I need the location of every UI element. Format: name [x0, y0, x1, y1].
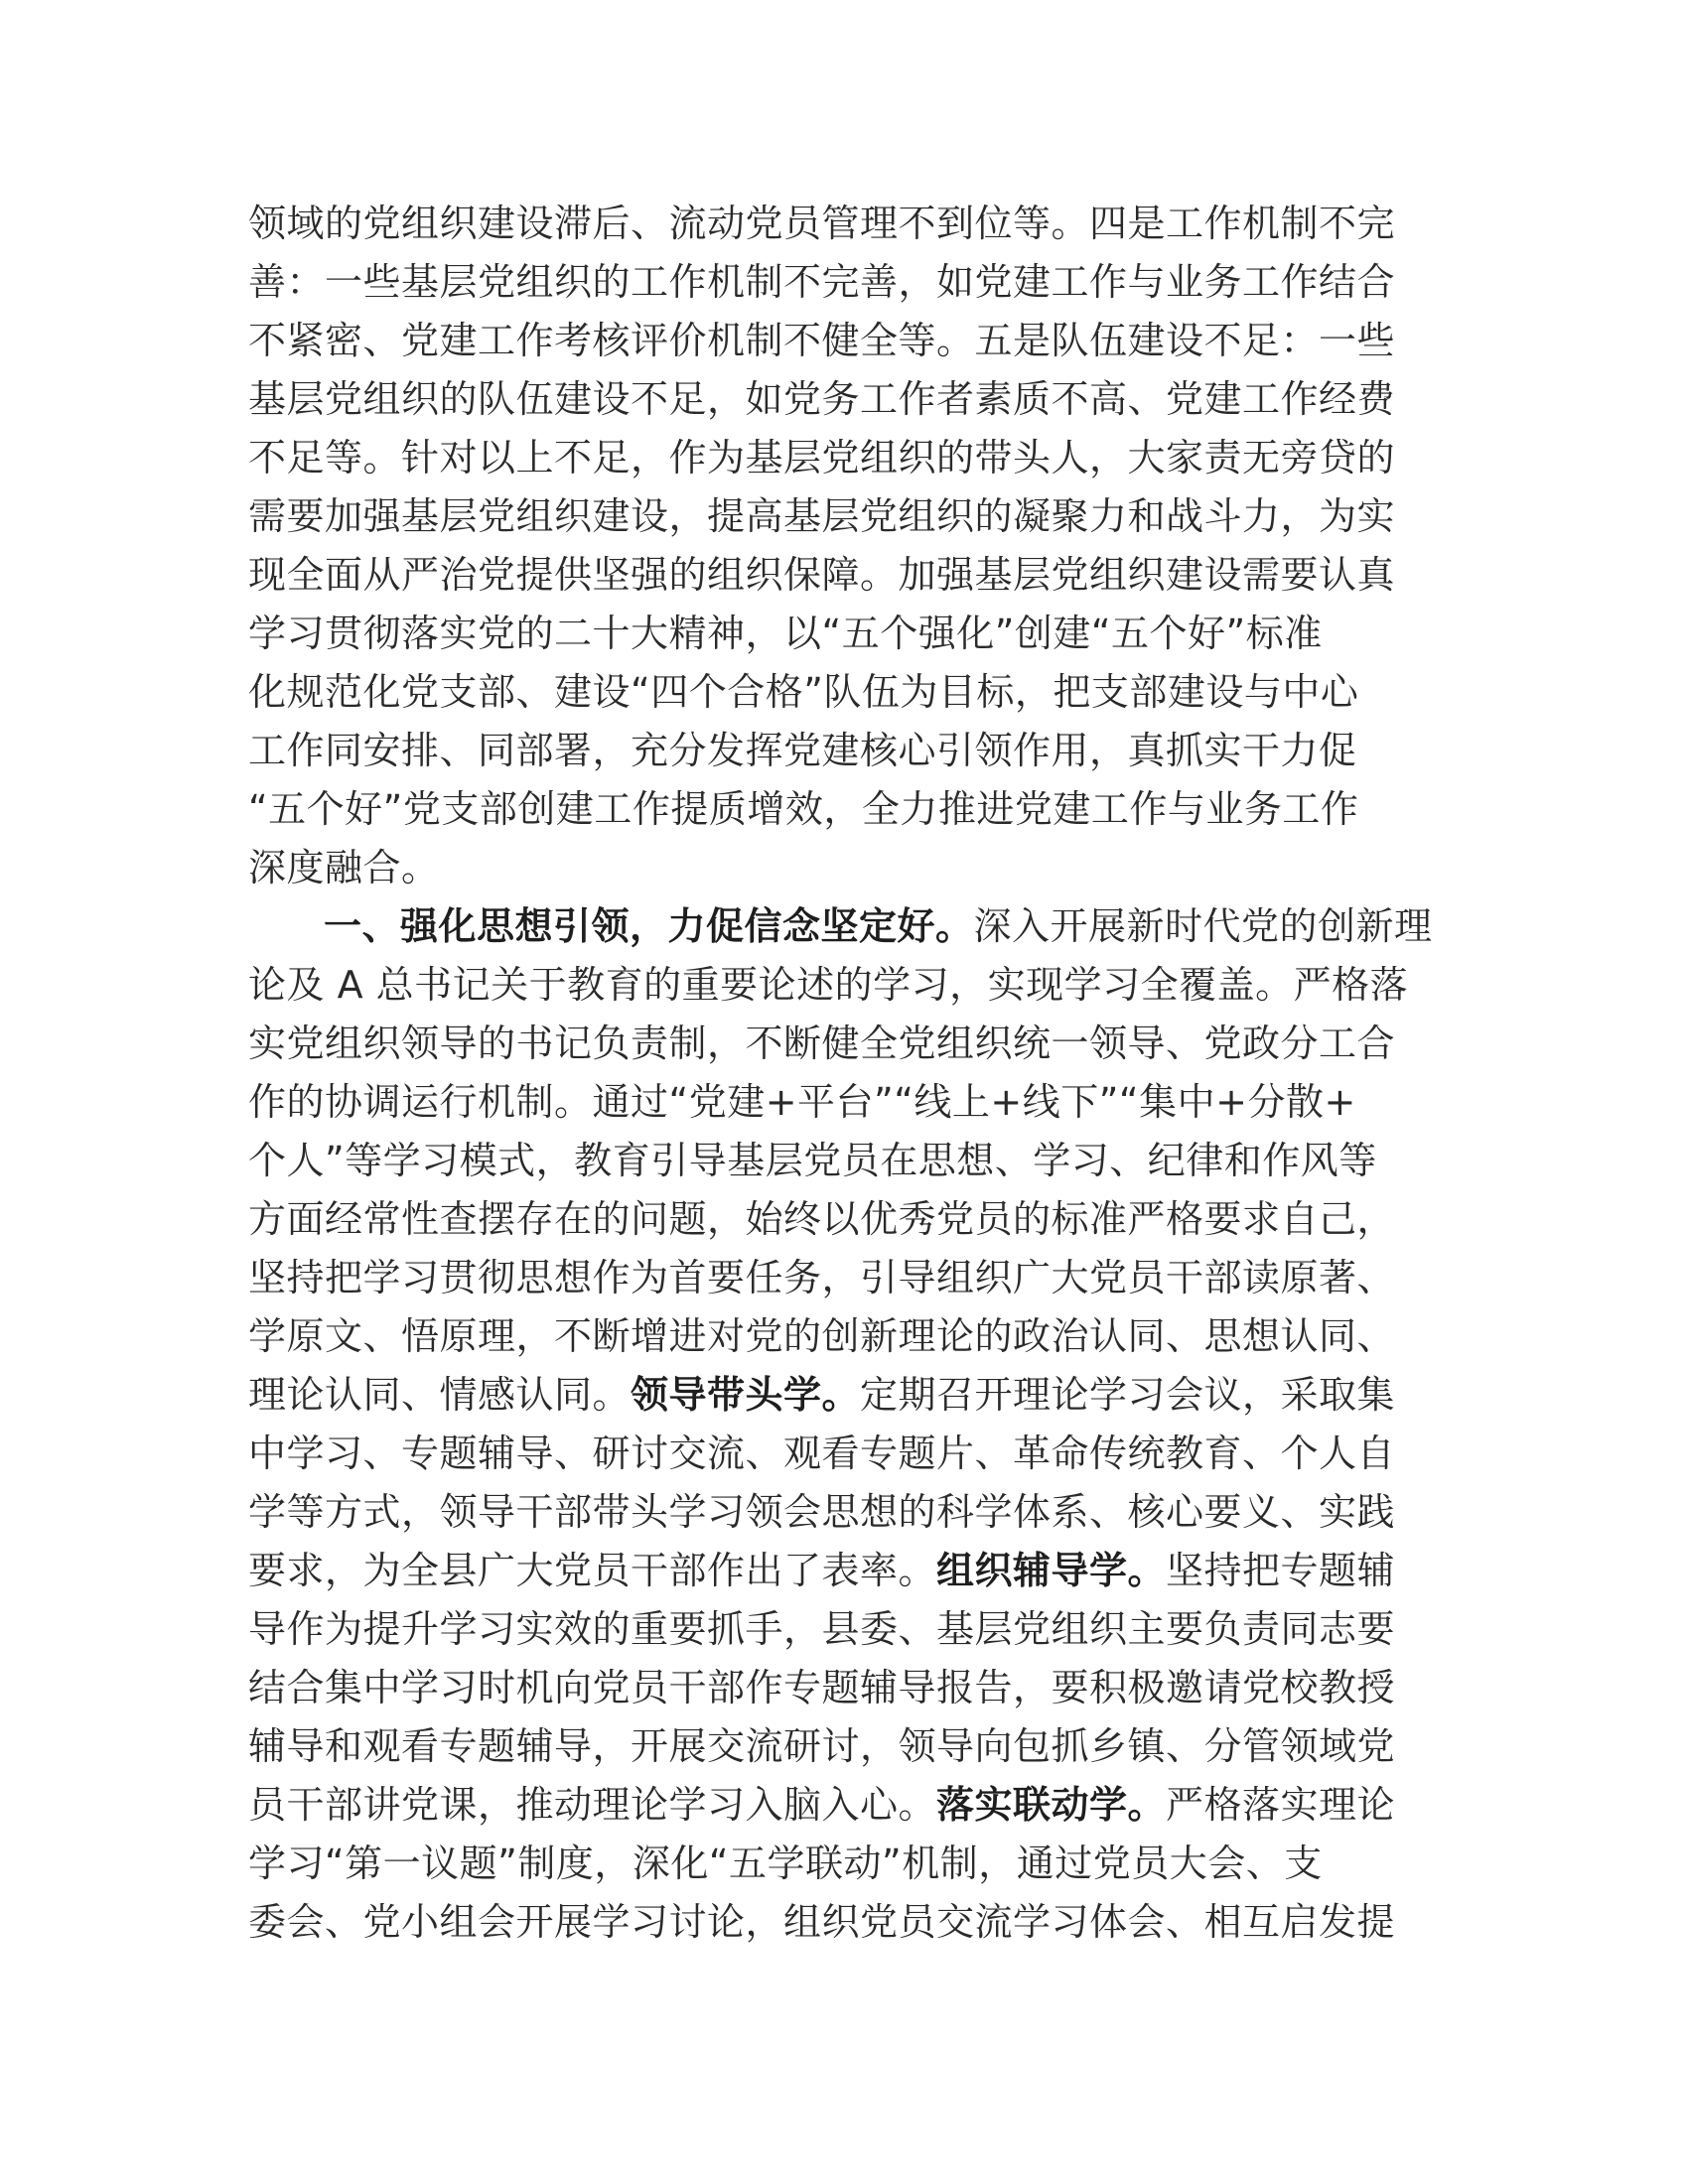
text-run: 深入开展新时代党的创新理 — [973, 904, 1433, 948]
text-line — [248, 1717, 1440, 1776]
text-run: 坚持把学习贯彻思想作为首要任务，引导组织广大党员干部读原著、 — [248, 1256, 1396, 1299]
text-run: “五个好”党支部创建工作提质增效，全力推进党建工作与业务工作 — [248, 787, 1359, 831]
text-line — [248, 1249, 1440, 1307]
text-run: 作的协调运行机制。通过“党建+平台”“线上+线下”“集中+分散+ — [248, 1080, 1356, 1124]
subheading-inline: 落实联动学。 — [936, 1783, 1167, 1827]
text-line — [248, 487, 1440, 546]
text-run: 工作同安排、同部署，充分发挥党建核心引领作用，真抓实干力促 — [248, 729, 1357, 772]
text-line — [248, 1015, 1440, 1073]
text-line — [248, 1307, 1440, 1366]
text-run: 实党组织领导的书记负责制，不断健全党组织统一领导、党政分工合 — [248, 1022, 1396, 1065]
text-line — [248, 1600, 1440, 1659]
text-run: 理论认同、情感认同。 — [248, 1373, 632, 1417]
text-line — [248, 370, 1440, 429]
text-line — [248, 1425, 1440, 1483]
text-run: 不足等。针对以上不足，作为基层党组织的带头人，大家责无旁贷的 — [248, 436, 1396, 479]
text-run: 中学习、专题辅导、研讨交流、观看专题片、革命传统教育、个人自 — [248, 1432, 1396, 1475]
text-run: 坚持把专题辅 — [1166, 1549, 1396, 1592]
text-run: 领域的党组织建设滞后、流动党员管理不到位等。四是工作机制不完 — [248, 202, 1396, 245]
text-run: 论及 A 总书记关于教育的重要论述的学习，实现学习全覆盖。严格落 — [248, 963, 1409, 1007]
text-run: 化规范化党支部、建设“四个合格”队伍为目标，把支部建设与中心 — [248, 670, 1359, 714]
text-line — [248, 1073, 1440, 1132]
text-run: 委会、党小组会开展学习讨论，组织党员交流学习体会、相互启发提 — [248, 1900, 1396, 1944]
text-line — [248, 1132, 1440, 1190]
section-heading: 一、强化思想引领，力促信念坚定好。 — [324, 904, 974, 948]
text-line — [248, 956, 1440, 1015]
text-line — [248, 839, 1440, 897]
text-line — [248, 605, 1440, 663]
text-run: 基层党组织的队伍建设不足，如党务工作者素质不高、党建工作经费 — [248, 377, 1396, 421]
text-line — [248, 1776, 1440, 1835]
subheading-inline: 领导带头学。 — [631, 1373, 861, 1417]
text-line — [248, 1483, 1440, 1542]
text-run: 学原文、悟原理，不断增进对党的创新理论的政治认同、思想认同、 — [248, 1314, 1396, 1358]
text-run: 辅导和观看专题辅导，开展交流研讨，领导向包抓乡镇、分管领域党 — [248, 1724, 1396, 1768]
text-run: 深度融合。 — [248, 846, 440, 889]
text-run: 现全面从严治党提供坚强的组织保障。加强基层党组织建设需要认真 — [248, 553, 1396, 597]
text-run: 结合集中学习时机向党员干部作专题辅导报告，要积极邀请党校教授 — [248, 1666, 1396, 1709]
text-run: 学习“第一议题”制度，深化“五学联动”机制，通过党员大会、支 — [248, 1842, 1323, 1885]
text-run: 员干部讲党课，推动理论学习入脑入心。 — [248, 1783, 937, 1827]
text-line — [248, 1190, 1440, 1249]
text-line — [248, 253, 1440, 312]
text-line — [248, 312, 1440, 370]
text-run: 学等方式，领导干部带头学习领会思想的科学体系、核心要义、实践 — [248, 1490, 1396, 1534]
text-run: 善：一些基层党组织的工作机制不完善，如党建工作与业务工作结合 — [248, 260, 1396, 304]
text-line — [248, 1542, 1440, 1600]
text-line — [248, 429, 1440, 487]
text-run: 不紧密、党建工作考核评价机制不健全等。五是队伍建设不足：一些 — [248, 319, 1396, 362]
text-line — [248, 663, 1440, 722]
text-line — [248, 546, 1440, 605]
text-run: 个人”等学习模式，教育引导基层党员在思想、学习、纪律和作风等 — [248, 1139, 1377, 1182]
text-run: 方面经常性查摆存在的问题，始终以优秀党员的标准严格要求自己， — [248, 1197, 1396, 1241]
text-run: 导作为提升学习实效的重要抓手，县委、基层党组织主要负责同志要 — [248, 1607, 1396, 1651]
subheading-inline: 组织辅导学。 — [936, 1549, 1167, 1592]
section-heading-line — [248, 897, 1440, 956]
text-line — [248, 195, 1440, 253]
text-line — [248, 1659, 1440, 1717]
text-line — [248, 1893, 1440, 1952]
text-line — [248, 722, 1440, 780]
text-line — [248, 1366, 1440, 1425]
text-run: 要求，为全县广大党员干部作出了表率。 — [248, 1549, 937, 1592]
text-line — [248, 1835, 1440, 1893]
text-run: 严格落实理论 — [1166, 1783, 1396, 1827]
body-text — [248, 195, 1440, 1952]
text-line — [248, 780, 1440, 839]
text-run: 需要加强基层党组织建设，提高基层党组织的凝聚力和战斗力，为实 — [248, 494, 1396, 538]
text-run: 定期召开理论学习会议，采取集 — [860, 1373, 1396, 1417]
text-run: 学习贯彻落实党的二十大精神，以“五个强化”创建“五个好”标准 — [248, 612, 1323, 655]
